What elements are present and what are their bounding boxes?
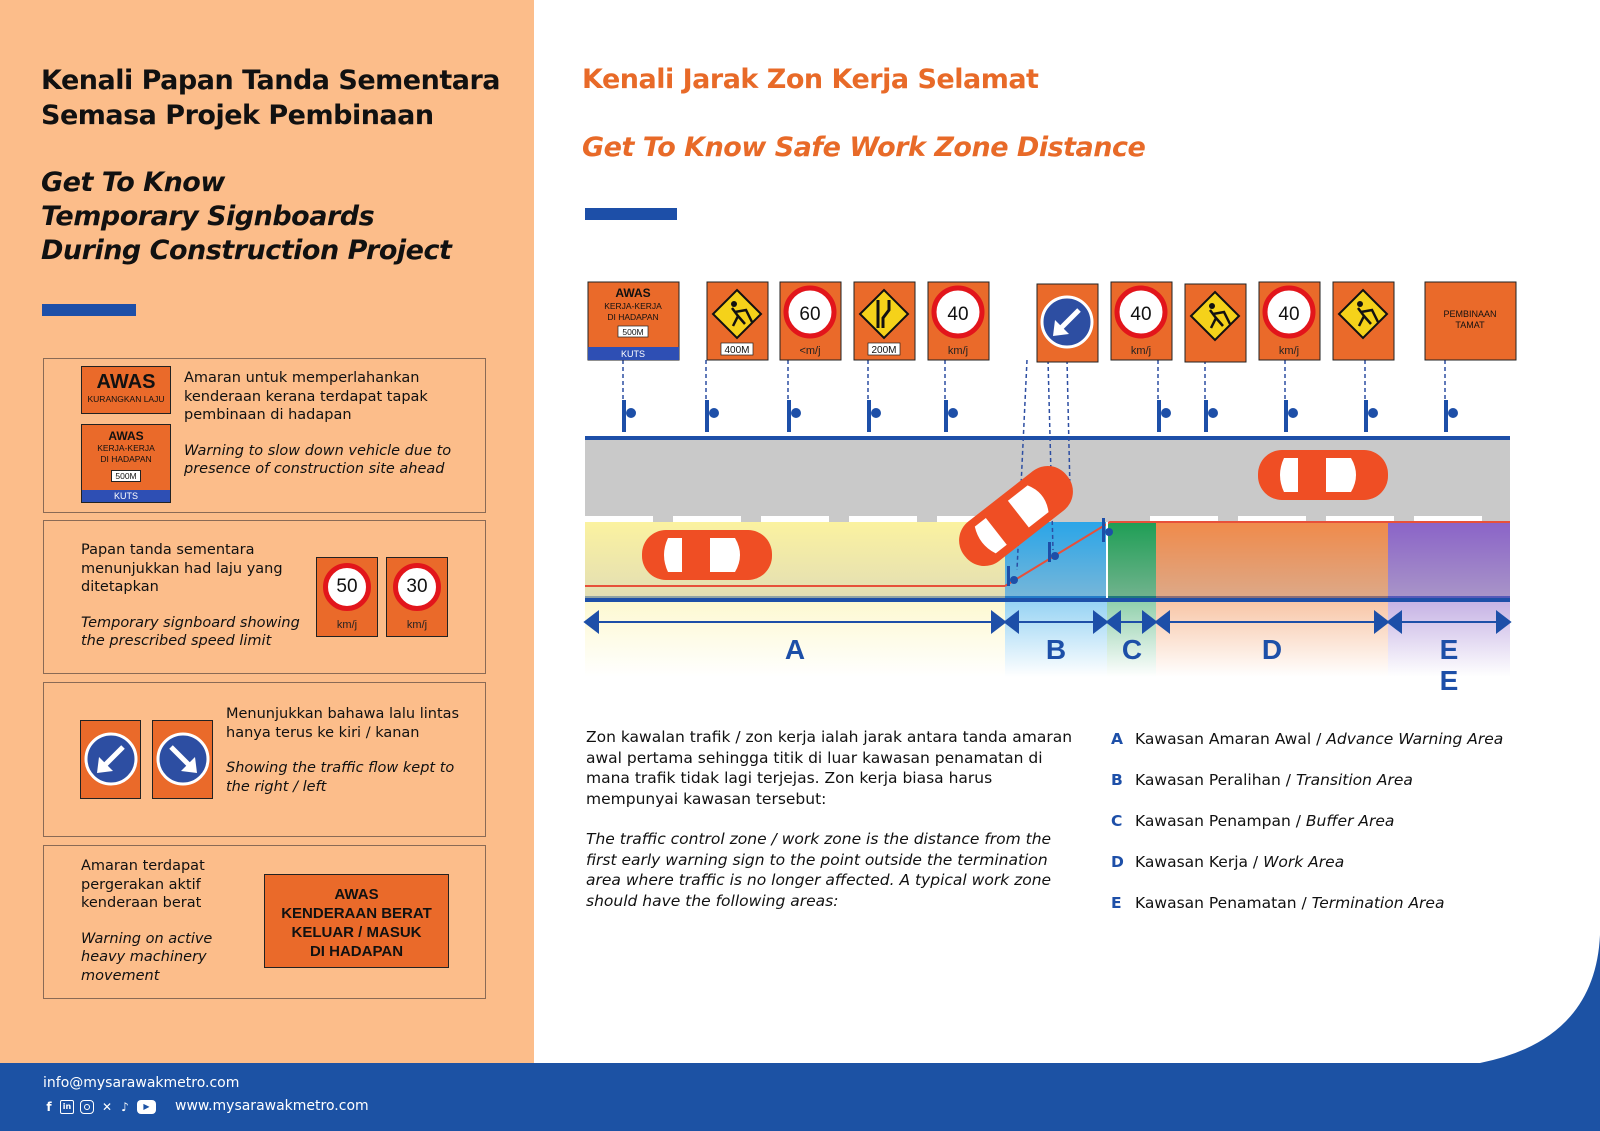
- diagram-sign-pembinaan-tamat: [1425, 282, 1516, 360]
- diagram-kerja-line2: DI HADAPAN: [607, 312, 659, 322]
- legend-malay: Kawasan Penamatan /: [1135, 894, 1307, 912]
- speed-circle-30: 30: [393, 563, 441, 611]
- zone-label-c: C: [1121, 634, 1143, 665]
- linkedin-icon[interactable]: in: [60, 1100, 74, 1114]
- diagram-sign-speed-40-a: [928, 282, 989, 360]
- left-divider: [42, 304, 136, 316]
- box1-text-english: Warning to slow down vehicle due to presence of construction site ahead: [184, 442, 452, 477]
- diagram-speed-40-text: 40: [1278, 304, 1300, 325]
- box1-text-malay: Amaran untuk memperlahankan kenderaan kerana terdapat tapak pembinaan di hadapan: [184, 370, 428, 423]
- sign-keep-right: [152, 720, 213, 799]
- kmj-label: km/j: [406, 619, 428, 631]
- legend-letter: E: [1111, 894, 1122, 912]
- sign-kurangkan-laju-text: KURANGKAN LAJU: [87, 394, 165, 404]
- x-icon[interactable]: ✕: [101, 1100, 113, 1114]
- sign-kerja-line1: KERJA-KERJA: [97, 443, 155, 453]
- legend-letter: C: [1111, 812, 1123, 830]
- footer-website[interactable]: www.mysarawakmetro.com: [175, 1098, 369, 1114]
- legend-malay: Kawasan Penampan /: [1135, 812, 1301, 830]
- heavy-sign-line1: AWAS: [334, 886, 379, 903]
- diagram-sign-narrow-200m: [854, 282, 915, 360]
- diagram-awas-text: AWAS: [615, 286, 651, 300]
- sign-kuts-bar: KUTS: [82, 490, 170, 502]
- diagram-pembinaan-text: PEMBINAAN: [1443, 309, 1497, 319]
- legend-item-b: [1111, 771, 1591, 812]
- legend-english: Transition Area: [1295, 771, 1413, 789]
- left-title-english: Get To Know Temporary Signboards During Construction Project: [41, 167, 452, 266]
- right-title-malay: Kenali Jarak Zon Kerja Selamat: [582, 64, 1039, 95]
- sign-speed-50: [316, 557, 378, 637]
- speed-circle-50: 50: [323, 563, 371, 611]
- right-divider: [585, 208, 677, 220]
- left-title-malay: Kenali Papan Tanda Sementara Semasa Projek Pembinaan: [41, 65, 500, 131]
- diagram-sign-roadworks-400m: [707, 282, 768, 360]
- diagram-kuts-text: KUTS: [620, 349, 646, 359]
- diagram-sign-speed-60: [780, 282, 841, 360]
- legend-item-a: [1111, 730, 1591, 771]
- kmj-label: km/j: [336, 619, 358, 631]
- zone-label-e-duplicate: E: [1439, 665, 1459, 696]
- box4-text-english: Warning on active heavy machinery movement: [81, 930, 213, 984]
- box1-text: [184, 369, 474, 496]
- zone-label-b: B: [1045, 634, 1067, 665]
- legend-letter: D: [1111, 853, 1124, 871]
- diagram-sign-roadworks-a: [1185, 284, 1246, 362]
- diagram-400m-tag: 400M: [724, 345, 750, 356]
- diagram-sign-awas: [588, 282, 679, 360]
- description-english: The traffic control zone / work zone is the distance from the first early warning sign to the point outside the termination area where traffic is no longer affected. A typical work zone should have the following areas:: [586, 830, 1052, 910]
- diagram-kmj-label: km/j: [1130, 345, 1152, 357]
- box3-text-english: Showing the traffic flow kept to the right / left: [226, 760, 455, 795]
- diagram-sign-speed-40-b: [1111, 282, 1172, 360]
- box2-text: [81, 541, 306, 668]
- sign-heavy-vehicle: [264, 874, 449, 968]
- keep-left-arrow-icon: [81, 721, 142, 800]
- sign-awas-kurangkan-laju: [81, 366, 171, 414]
- box4-text: [81, 857, 251, 1002]
- diagram-sign-speed-40-c: [1259, 282, 1320, 360]
- sign-awas-kerja-di-hadapan: [81, 424, 171, 503]
- tiktok-icon[interactable]: ♪: [121, 1100, 129, 1114]
- box2-text-malay: Papan tanda sementara menunjukkan had laju yang ditetapkan: [81, 542, 283, 595]
- sign-awas-text: AWAS: [108, 429, 144, 443]
- diagram-sign-keep-left: [1037, 284, 1098, 362]
- box3-text-malay: Menunjukkan bahawa lalu lintas hanya terus ke kiri / kanan: [226, 706, 460, 741]
- right-title-english: Get To Know Safe Work Zone Distance: [582, 132, 1146, 163]
- footer-email[interactable]: info@mysarawakmetro.com: [43, 1075, 240, 1091]
- legend-english: Advance Warning Area: [1326, 730, 1504, 748]
- legend-english: Work Area: [1263, 853, 1345, 871]
- diagram-speed-40-text: 40: [947, 304, 969, 325]
- heavy-sign-line3: KELUAR / MASUK: [291, 924, 422, 941]
- sign-keep-left: [80, 720, 141, 799]
- box3-text: [226, 705, 471, 813]
- diagram-sign-roadworks-b: [1333, 282, 1394, 360]
- description-malay: Zon kawalan trafik / zon kerja ialah jarak antara tanda amaran awal pertama sehingga titik di luar kawasan penamatan di mana trafik tidak lagi terjejas. Zon kerja biasa harus mempunyai kawasan tersebut:: [586, 728, 1073, 808]
- legend-malay: Kawasan Amaran Awal /: [1135, 730, 1322, 748]
- car-right-lane: [1258, 450, 1388, 500]
- diagram-kmj-label: km/j: [947, 345, 969, 357]
- work-zone-description: [586, 727, 1081, 931]
- legend-english: Buffer Area: [1305, 812, 1395, 830]
- legend-malay: Kawasan Peralihan /: [1135, 771, 1291, 789]
- sign-post-bases: [622, 400, 1458, 432]
- footer: [0, 1063, 1600, 1131]
- diagram-kerja-line1: KERJA-KERJA: [604, 301, 662, 311]
- legend-letter: A: [1111, 730, 1123, 748]
- box4-text-malay: Amaran terdapat pergerakan aktif kenderaan berat: [81, 858, 205, 911]
- sign-distance-tag: 500M: [111, 470, 140, 482]
- diagram-speed-60-text: 60: [799, 304, 821, 325]
- legend-item-c: [1111, 812, 1591, 853]
- diagram-kmj-label: <m/j: [799, 345, 821, 357]
- box2-text-english: Temporary signboard showing the prescribed speed limit: [81, 614, 300, 649]
- diagram-speed-40-text: 40: [1130, 304, 1152, 325]
- zone-label-a: A: [784, 634, 806, 665]
- instagram-icon[interactable]: [80, 1100, 94, 1114]
- sign-speed-30: [386, 557, 448, 637]
- keep-right-arrow-icon: [153, 721, 214, 800]
- diagram-500m-tag: 500M: [622, 327, 644, 337]
- diagram-kmj-label: km/j: [1278, 345, 1300, 357]
- legend-malay: Kawasan Kerja /: [1135, 853, 1259, 871]
- heavy-sign-line2: KENDERAAN BERAT: [281, 905, 432, 922]
- facebook-icon[interactable]: f: [46, 1100, 52, 1114]
- zone-label-d: D: [1261, 634, 1283, 665]
- youtube-icon[interactable]: ▶: [137, 1100, 156, 1114]
- sign-awas-text: AWAS: [96, 371, 156, 393]
- legend-letter: B: [1111, 771, 1123, 789]
- heavy-sign-line4: DI HADAPAN: [309, 943, 404, 960]
- diagram-tamat-text: TAMAT: [1455, 320, 1485, 330]
- car-left-lane: [642, 530, 772, 580]
- zone-label-e: E: [1439, 634, 1459, 665]
- legend-english: Termination Area: [1311, 894, 1445, 912]
- footer-curve: [1100, 860, 1600, 1065]
- sign-kerja-line2: DI HADAPAN: [100, 454, 152, 464]
- work-zone-diagram: [570, 270, 1520, 700]
- diagram-200m-tag: 200M: [871, 345, 897, 356]
